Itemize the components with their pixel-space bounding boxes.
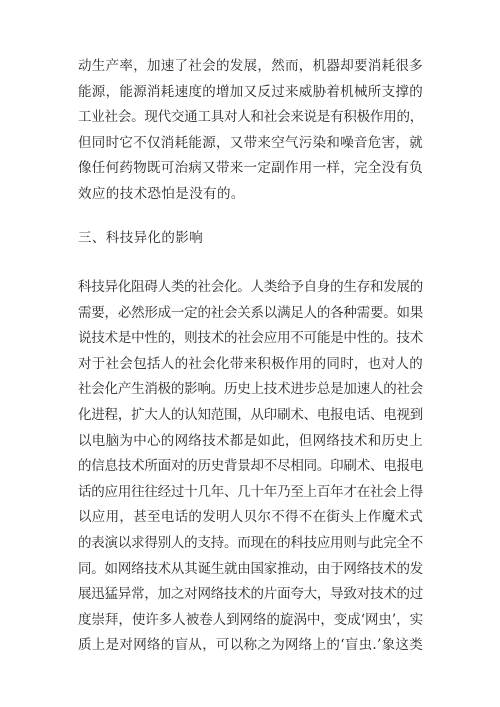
- text-line: 需要，必然形成一定的社会关系以满足人的各种需要。如果: [78, 304, 423, 321]
- text-line: 能源，能源消耗速度的增加又反过来威胁着机械所支撑的: [78, 83, 423, 100]
- text-line: 科技异化阻碍人类的社会化。人类给予自身的生存和发展的: [78, 279, 423, 295]
- paragraph-1: [78, 54, 423, 208]
- text-line: 但同时它不仅消耗能源，又带来空气污染和噪音危害，就: [78, 134, 423, 151]
- section-heading-text: 三、科技异化的影响: [78, 230, 204, 246]
- paragraph-2: [78, 275, 423, 659]
- text-line: 说技术是中性的，则技术的社会应用不可能是中性的。技术: [78, 330, 423, 347]
- section-heading: [78, 226, 423, 252]
- text-line: 以应用，甚至电话的发明人贝尔不得不在街头上作魔术式: [78, 509, 423, 526]
- text-line: 动生产率，加速了社会的发展，然而，机器却要消耗很多: [78, 58, 423, 74]
- text-line: 对于社会包括人的社会化带来积极作用的同时，也对人的: [78, 355, 423, 372]
- text-line: 度崇拜，使许多人被卷人到网络的旋涡中，变成‘网虫’，实: [78, 611, 423, 628]
- text-line: 效应的技术恐怕是没有的。: [78, 185, 245, 202]
- text-line: 话的应用往往经过十几年、几十年乃至上百年才在社会上得: [78, 483, 423, 500]
- text-line: 工业社会。现代交通工具对人和社会来说是有积极作用的，: [78, 109, 423, 126]
- text-line: 化进程，扩大人的认知范围，从印刷术、电报电话、电视到: [78, 406, 423, 423]
- text-line: 质上是对网络的盲从，可以称之为网络上的‘盲虫.’象这类: [78, 637, 423, 654]
- text-line: 的信息技术所面对的历史背景却不尽相同。印刷术、电报电: [78, 458, 423, 475]
- text-line: 同。如网络技术从其诞生就由国家推动，由于网络技术的发: [78, 560, 423, 577]
- text-line: 社会化产生消极的影响。历史上技术进步总是加速人的社会: [78, 381, 423, 398]
- text-line: 展迅猛异常，加之对网络技术的片面夸大，导致对技术的过: [78, 586, 423, 603]
- text-line: 的表演以求得别人的支持。而现在的科技应用则与此完全不: [78, 534, 423, 551]
- text-line: 像任何药物既可治病又带来一定副作用一样，完全没有负: [78, 160, 423, 177]
- text-line: 以电脑为中心的网络技术都是如此，但网络技术和历史上: [78, 432, 423, 449]
